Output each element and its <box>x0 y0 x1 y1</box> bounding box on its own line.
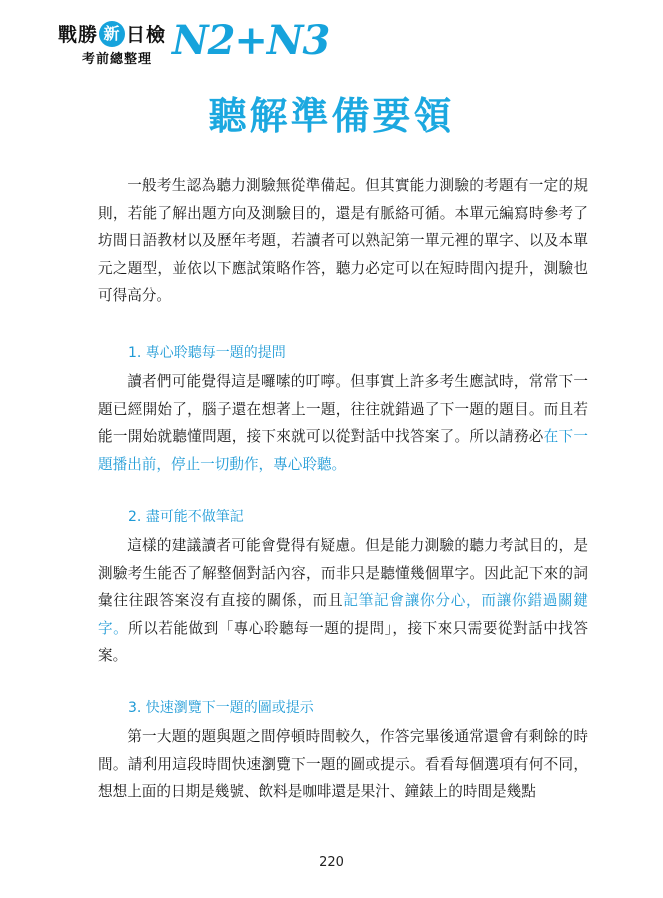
page-number: 220 <box>319 855 344 870</box>
section-3 <box>98 695 588 806</box>
brand-post: 日檢 <box>126 24 167 46</box>
section-2 <box>98 504 588 670</box>
section-title: 3. 快速瀏覽下一題的圖或提示 <box>128 700 314 716</box>
intro-section <box>98 172 588 310</box>
brand-subtitle: 考前總整理 <box>82 52 153 67</box>
brand-pre: 戰勝 <box>58 24 99 46</box>
book-header <box>58 14 358 70</box>
brand-level: N2+N3 <box>172 17 330 64</box>
intro-paragraph: 一般考生認為聽力測驗無從準備起。但其實能力測驗的考題有一定的規則，若能了解出題方向及測驗目的，還是有脈絡可循。本單元編寫時參考了坊間日語教材以及歷年考題，若讀者可以熟記第一單元裡的單字、以及本單元之題型，並依以下應試策略作答，聽力必定可以在短時間內提升，測驗也可得高分。 <box>98 177 588 304</box>
section-title: 2. 盡可能不做筆記 <box>128 509 244 525</box>
paragraph-text: 讀者們可能覺得這是囉嗦的叮嚀。但事實上許多考生應試時，常常下一題已經開始了，腦子還在想著上一題，往往就錯過了下一題的題目。而且若能一開始就聽懂問題，接下來就可以從對話中找答案了。所以請務必 <box>98 373 588 445</box>
paragraph-text: 這樣的建議讀者可能會覺得有疑慮。但是能力測驗的聽力考試目的，是測驗考生能否了解整個對話內容，而非只是聽懂幾個單字。因此記下來的詞彙往往跟答案沒有直接的關係，而且 <box>98 537 588 609</box>
page-title: 聽解準備要領 <box>208 94 455 138</box>
section-title: 1. 專心聆聽每一題的提問 <box>128 345 286 361</box>
section-paragraph <box>98 532 588 670</box>
paragraph-text: 第一大題的題與題之間停頓時間較久，作答完畢後通常還會有剩餘的時間。請利用這段時間快速瀏覽下一題的圖或提示。看看每個選項有何不同，想想上面的日期是幾號、飲料是咖啡還是果汁、鐘錶上的時間是幾點 <box>98 728 588 800</box>
paragraph-text: 所以若能做到「專心聆聽每一題的提問」，接下來只需要從對話中找答案。 <box>98 619 588 664</box>
section-1 <box>98 340 588 478</box>
section-paragraph <box>98 723 588 806</box>
brand-badge: 新 <box>99 21 125 47</box>
highlight-text: 在下一題播出前，停止一切動作，專心聆聽。 <box>98 428 588 473</box>
highlight-text: 記筆記會讓你分心，而讓你錯過關鍵字。 <box>98 592 588 637</box>
brand-title <box>58 20 166 47</box>
section-paragraph <box>98 368 588 478</box>
